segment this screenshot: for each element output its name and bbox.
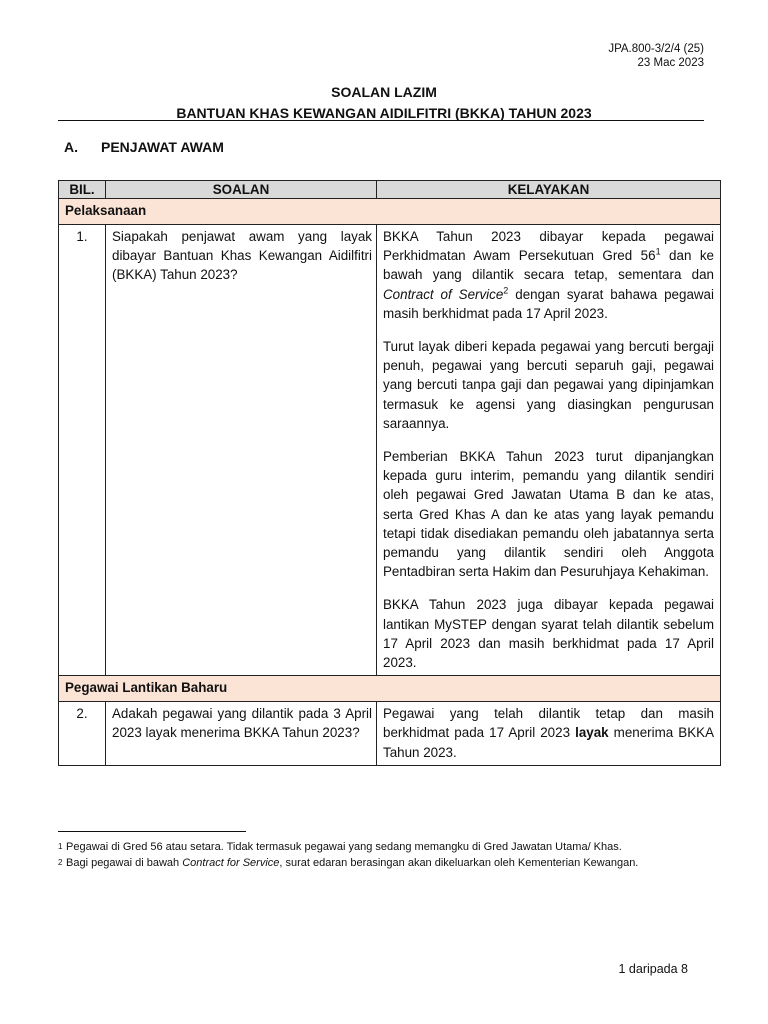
group-row-lantikan-baharu [59, 676, 721, 702]
header-soalan: SOALAN [106, 181, 377, 199]
row-answer: Pegawai yang telah dilantik tetap dan masih berkhidmat pada 17 April 2023 layak menerima BKKA Tahun 2023. [377, 702, 721, 766]
document-title [0, 82, 768, 124]
title-line-2: BANTUAN KHAS KEWANGAN AIDILFITRI (BKKA) TAHUN 2023 [176, 105, 592, 121]
table-header-row [59, 181, 721, 199]
footnote-1: 1 Pegawai di Gred 56 atau setara. Tidak termasuk pegawai yang sedang memangku di Gred Jawatan Utama/ Khas. [58, 841, 622, 853]
answer-paragraph: Turut layak diberi kepada pegawai yang bercuti bergaji penuh, pegawai yang bercuti separuh gaji, pegawai yang bercuti tanpa gaji dan pegawai yang dipinjamkan termasuk ke agensi yang diasingkan pengurusan saraannya. [383, 339, 714, 431]
document-date: 23 Mac 2023 [637, 57, 704, 69]
footnote-divider [58, 831, 246, 832]
footnote-ref-2: 2 [503, 285, 509, 296]
section-letter: A. [64, 139, 78, 155]
page-number: 1 daripada 8 [618, 962, 688, 976]
group-title: Pelaksanaan [59, 199, 721, 225]
title-line-1: SOALAN LAZIM [331, 84, 437, 100]
document-reference [608, 42, 704, 70]
footnotes [58, 839, 718, 871]
row-number: 2. [59, 702, 106, 766]
answer-paragraph: BKKA Tahun 2023 dibayar kepada pegawai Perkhidmatan Awam Persekutuan Gred $56^1$ dan ke bawah yang dilantik secara tetap, sementara dan Contract of Service$^2$ dengan syarat bahawa pegawai masih berkhidmat pada 17 April 2023. [383, 229, 714, 321]
answer-paragraph: Pemberian BKKA Tahun 2023 turut dipanjangkan kepada guru interim, pemandu yang dilantik sendiri oleh pegawai Gred Jawatan Utama B dan ke atas, serta Gred Khas A dan ke atas yang layak pemandu tetapi tidak disediakan pemandu oleh jabatannya serta pemandu yang dilantik sendiri oleh Anggota Pentadbiran serta Hakim dan Pesuruhjaya Kehakiman. [383, 449, 714, 580]
group-row-pelaksanaan [59, 199, 721, 225]
footnote-2: 2 Bagi pegawai di bawah Contract for Service, surat edaran berasingan akan dikeluarkan oleh Kementerian Kewangan. [58, 857, 639, 869]
section-heading [64, 139, 224, 155]
reference-number: JPA.800-3/2/4 (25) [608, 43, 704, 55]
row-question: Siapakah penjawat awam yang layak dibayar Bantuan Khas Kewangan Aidilfitri (BKKA) Tahun 2023? [106, 225, 377, 676]
group-title: Pegawai Lantikan Baharu [59, 676, 721, 702]
row-answer [377, 225, 721, 676]
table-row [59, 225, 721, 676]
row-question: Adakah pegawai yang dilantik pada 3 April 2023 layak menerima BKKA Tahun 2023? [106, 702, 377, 766]
header-kelayakan: KELAYAKAN [377, 181, 721, 199]
section-title: PENJAWAT AWAM [101, 139, 224, 155]
footnote-ref-1: 1 [655, 246, 661, 257]
table-row [59, 702, 721, 766]
header-bil: BIL. [59, 181, 106, 199]
answer-paragraph: BKKA Tahun 2023 juga dibayar kepada pegawai lantikan MySTEP dengan syarat telah dilantik sebelum 17 April 2023 dan masih berkhidmat pada 17 April 2023. [383, 597, 714, 671]
title-divider [58, 120, 704, 121]
row-number: 1. [59, 225, 106, 676]
faq-table [58, 180, 721, 766]
